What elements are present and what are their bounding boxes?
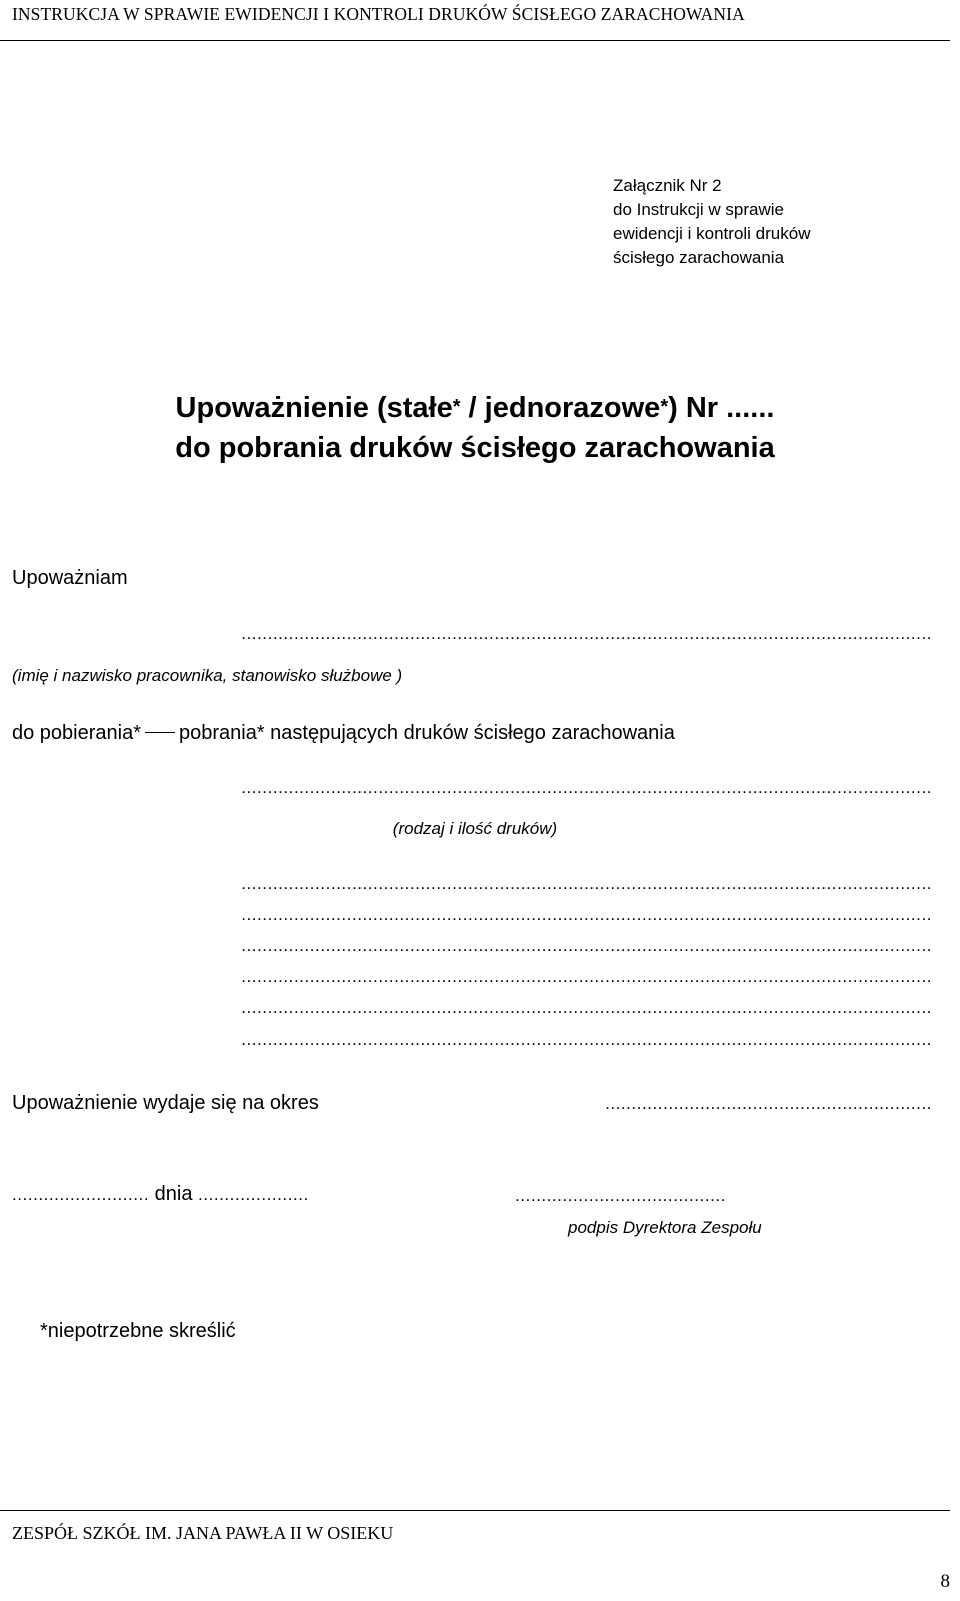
purpose-option-collect: do pobierania*: [12, 722, 141, 744]
document-title-line1: [0, 392, 950, 425]
annex-line: do Instrukcji w sprawie: [613, 200, 785, 219]
employee-name-field[interactable]: ...................................................................................................................................: [241, 624, 932, 643]
day-label: dnia: [149, 1183, 199, 1205]
title-part: / jednorazowe: [460, 392, 661, 424]
purpose-option-pickup: pobrania* następujących druków ścisłego zarachowania: [179, 722, 675, 744]
period-label: Upoważnienie wydaje się na okres: [12, 1092, 319, 1114]
entry-line[interactable]: ...................................................................................................................................: [241, 874, 932, 893]
employee-name-caption: (imię i nazwisko pracownika, stanowisko służbowe ): [12, 666, 403, 685]
entry-line[interactable]: ...................................................................................................................................: [241, 936, 932, 955]
entry-line[interactable]: ...................................................................................................................................: [241, 1030, 932, 1049]
date-field[interactable]: .....................: [198, 1185, 309, 1204]
title-part: ) Nr ......: [668, 392, 775, 424]
page-number: 8: [940, 1571, 950, 1592]
signature-field[interactable]: ........................................: [515, 1186, 726, 1205]
period-field[interactable]: ..............................................................: [605, 1094, 932, 1113]
title-part: Upoważnienie (stałe: [175, 392, 453, 424]
header-title: INSTRUKCJA W SPRAWIE EWIDENCJI I KONTROLI DRUKÓW ŚCISŁEGO ZARACHOWANIA: [12, 4, 745, 24]
asterisk-mark: *: [452, 396, 461, 418]
authorize-label: Upoważniam: [12, 567, 128, 589]
document-title-line2: do pobrania druków ścisłego zarachowania: [175, 432, 775, 464]
place-field[interactable]: ..........................: [12, 1185, 150, 1204]
annex-note: [613, 174, 810, 270]
footer-rule: [0, 1510, 950, 1511]
signature-caption: podpis Dyrektora Zespołu: [568, 1218, 762, 1237]
entry-line[interactable]: ...................................................................................................................................: [241, 967, 932, 986]
asterisk-mark: *: [660, 396, 669, 418]
footer-school-name: ZESPÓŁ SZKÓŁ IM. JANA PAWŁA II W OSIEKU: [12, 1523, 394, 1543]
purpose-line: [12, 722, 675, 745]
annex-line: ścisłego zarachowania: [613, 248, 785, 267]
footnote: [40, 1320, 236, 1343]
entry-line[interactable]: ...................................................................................................................................: [241, 998, 932, 1017]
print-kind-caption: (rodzaj i ilość druków): [392, 819, 558, 838]
footnote-text: niepotrzebne skreślić: [47, 1320, 236, 1342]
entry-line[interactable]: ...................................................................................................................................: [241, 905, 932, 924]
print-kind-field[interactable]: ...................................................................................................................................: [241, 778, 932, 797]
asterisk-mark: *: [40, 1320, 48, 1342]
header-rule: [0, 40, 950, 41]
annex-line: Załącznik Nr 2: [613, 176, 722, 195]
place-date-line: [12, 1183, 309, 1206]
annex-line: ewidencji i kontroli druków: [613, 224, 811, 243]
dash-separator: [145, 732, 175, 733]
